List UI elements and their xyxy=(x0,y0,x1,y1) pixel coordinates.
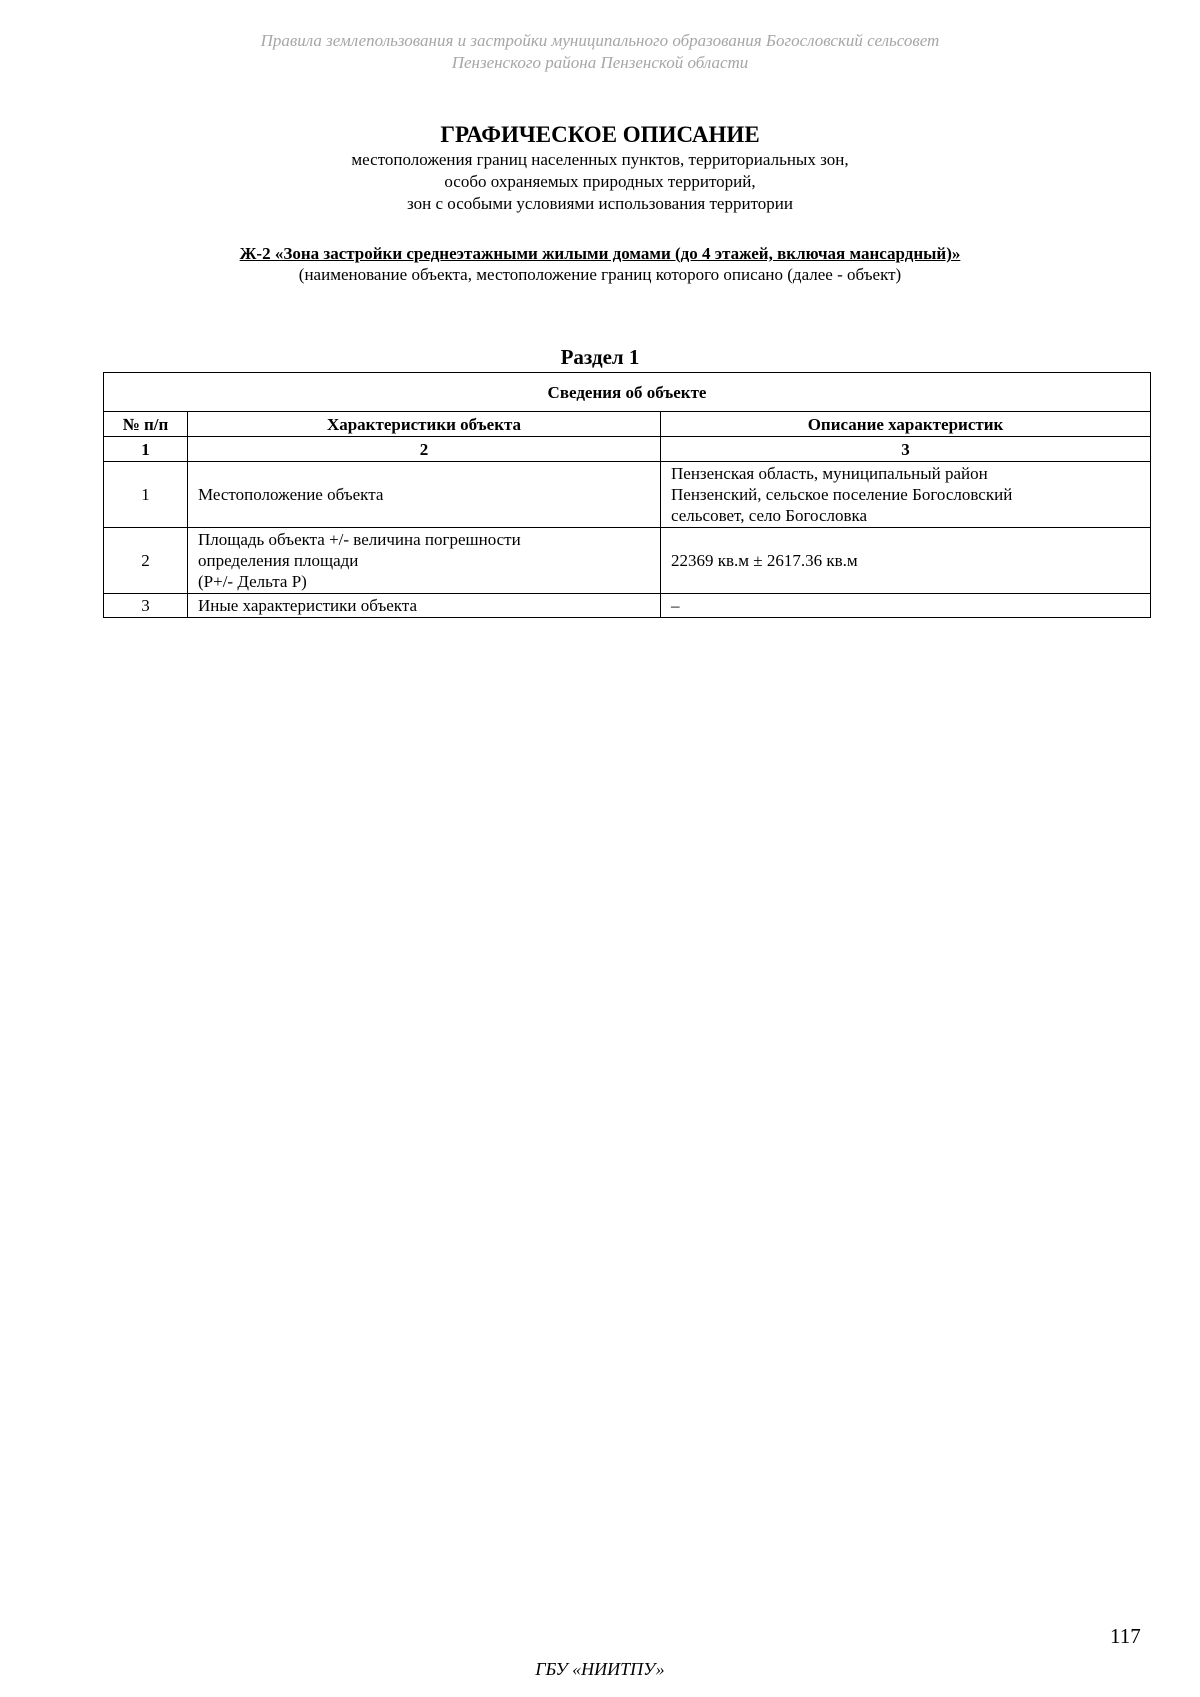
column-header: № п/п xyxy=(104,412,188,437)
object-caption: (наименование объекта, местоположение границ которого описано (далее - объект) xyxy=(298,265,902,284)
document-subtitle-line: зон с особыми условиями использования территории xyxy=(407,194,793,213)
row-description xyxy=(661,462,1151,528)
cell-line: Пензенская область, муниципальный район xyxy=(671,464,988,483)
row-number: 2 xyxy=(104,528,188,594)
table-row xyxy=(104,462,1151,528)
row-characteristic xyxy=(188,528,661,594)
object-info-table xyxy=(103,372,1151,618)
column-header: Характеристики объекта xyxy=(188,412,661,437)
column-header: Описание характеристик xyxy=(661,412,1151,437)
row-number: 3 xyxy=(104,594,188,618)
cell-line: определения площади xyxy=(198,551,359,570)
table-column-numbers-row xyxy=(104,437,1151,462)
cell-line: 22369 кв.м ± 2617.36 кв.м xyxy=(671,551,858,570)
row-description xyxy=(661,594,1151,618)
section-title: Раздел 1 xyxy=(560,345,640,369)
table-caption-row xyxy=(104,373,1151,412)
cell-line: Иные характеристики объекта xyxy=(198,596,418,615)
table-caption: Сведения об объекте xyxy=(104,373,1151,412)
object-name: Ж-2 «Зона застройки среднеэтажными жилыми домами (до 4 этажей, включая мансардный)» xyxy=(239,244,961,263)
table-row xyxy=(104,528,1151,594)
document-title: ГРАФИЧЕСКОЕ ОПИСАНИЕ xyxy=(440,122,760,147)
table-row xyxy=(104,594,1151,618)
document-subtitle-line: местоположения границ населенных пунктов, территориальных зон, xyxy=(351,150,849,169)
running-header-line: Правила землепользования и застройки муниципального образования Богословский сельсовет xyxy=(260,31,940,50)
row-number: 1 xyxy=(104,462,188,528)
cell-line: (Р+/- Дельта Р) xyxy=(198,572,307,591)
table-header-row xyxy=(104,412,1151,437)
row-characteristic xyxy=(188,594,661,618)
row-characteristic xyxy=(188,462,661,528)
page-number: 117 xyxy=(1110,1624,1141,1648)
object-block xyxy=(0,243,1200,285)
column-number: 3 xyxy=(661,437,1151,462)
document-title-block xyxy=(0,121,1200,215)
page-footer: ГБУ «НИИТПУ» xyxy=(535,1659,665,1679)
column-number: 2 xyxy=(188,437,661,462)
cell-line: сельсовет, село Богословка xyxy=(671,506,868,525)
column-number: 1 xyxy=(104,437,188,462)
document-subtitle-line: особо охраняемых природных территорий, xyxy=(444,172,756,191)
running-header-line: Пензенского района Пензенской области xyxy=(451,53,749,72)
cell-line: Пензенский, сельское поселение Богословский xyxy=(671,485,1013,504)
row-description xyxy=(661,528,1151,594)
cell-line: Площадь объекта +/- величина погрешности xyxy=(198,530,521,549)
cell-line: – xyxy=(671,596,680,615)
cell-line: Местоположение объекта xyxy=(198,485,384,504)
running-header xyxy=(0,30,1200,74)
